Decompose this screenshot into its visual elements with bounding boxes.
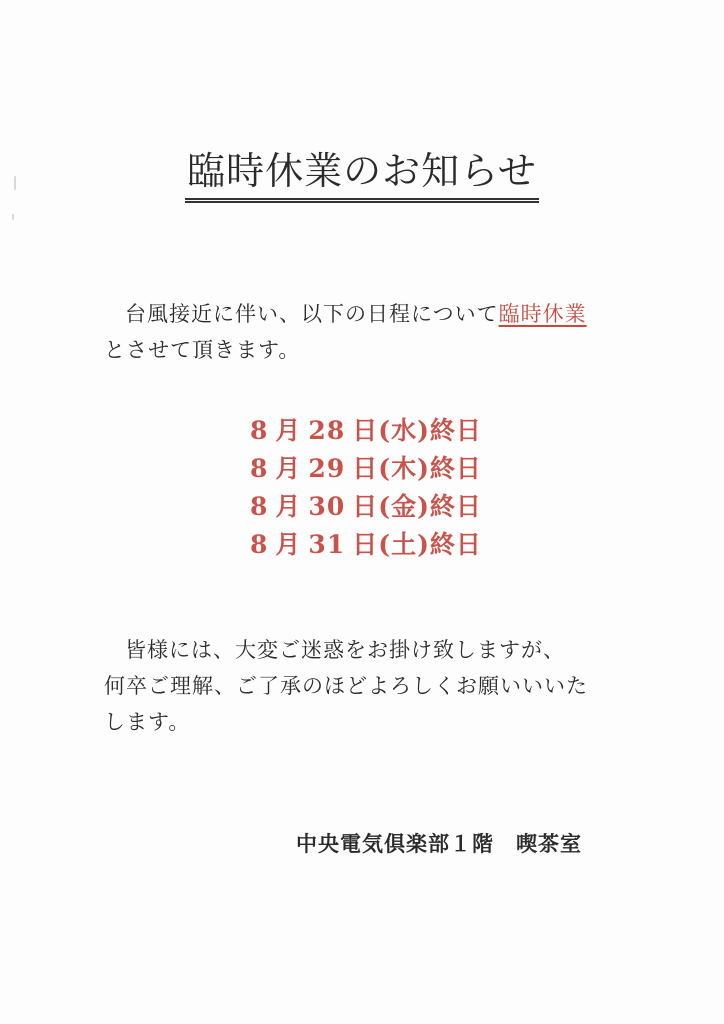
date-month: 8 [250, 454, 269, 483]
scan-speck [12, 214, 14, 220]
date-weekday: (金) [378, 492, 430, 521]
date-month-unit: 月 [275, 454, 302, 483]
date-weekday: (土) [378, 530, 430, 559]
closing-line-3: します。 [104, 710, 191, 734]
date-weekday: (木) [378, 454, 430, 483]
date-day-unit: 日 [352, 416, 379, 445]
intro-paragraph [104, 296, 644, 368]
date-day: 30 [308, 492, 346, 521]
signature: 中央電気倶楽部１階 喫茶室 [296, 831, 582, 856]
intro-line-2: とさせて頂きます。 [104, 338, 301, 362]
date-day: 29 [308, 454, 346, 483]
date-suffix: 終日 [429, 530, 482, 559]
closing-line-1: 皆様には、大変ご迷惑をお掛け致しますが、 [125, 638, 565, 662]
date-month-unit: 月 [275, 492, 302, 521]
closure-date-item [250, 412, 510, 450]
intro-text-before: 台風接近に伴い、以下の日程について [125, 302, 499, 326]
date-month: 8 [250, 530, 269, 559]
intro-line-1 [104, 296, 644, 332]
closure-dates-list [250, 412, 510, 564]
title-area [0, 148, 724, 203]
date-suffix: 終日 [429, 416, 482, 445]
date-suffix: 終日 [429, 454, 482, 483]
date-weekday: (水) [378, 416, 430, 445]
closure-date-item [250, 450, 510, 488]
date-day-unit: 日 [352, 492, 379, 521]
date-month-unit: 月 [275, 416, 302, 445]
closing-line-2: 何卒ご理解、ご了承のほどよろしくお願いいいた [104, 674, 588, 698]
date-suffix: 終日 [429, 492, 482, 521]
closure-date-item [250, 526, 510, 564]
date-day-unit: 日 [352, 454, 379, 483]
notice-title: 臨時休業のお知らせ [185, 148, 539, 203]
intro-highlight: 臨時休業 [498, 302, 587, 326]
date-month-unit: 月 [275, 530, 302, 559]
date-month: 8 [250, 492, 269, 521]
closing-paragraph [104, 632, 644, 740]
date-day: 31 [308, 530, 346, 559]
closure-date-item [250, 488, 510, 526]
date-day-unit: 日 [352, 530, 379, 559]
date-month: 8 [250, 416, 269, 445]
date-day: 28 [308, 416, 346, 445]
